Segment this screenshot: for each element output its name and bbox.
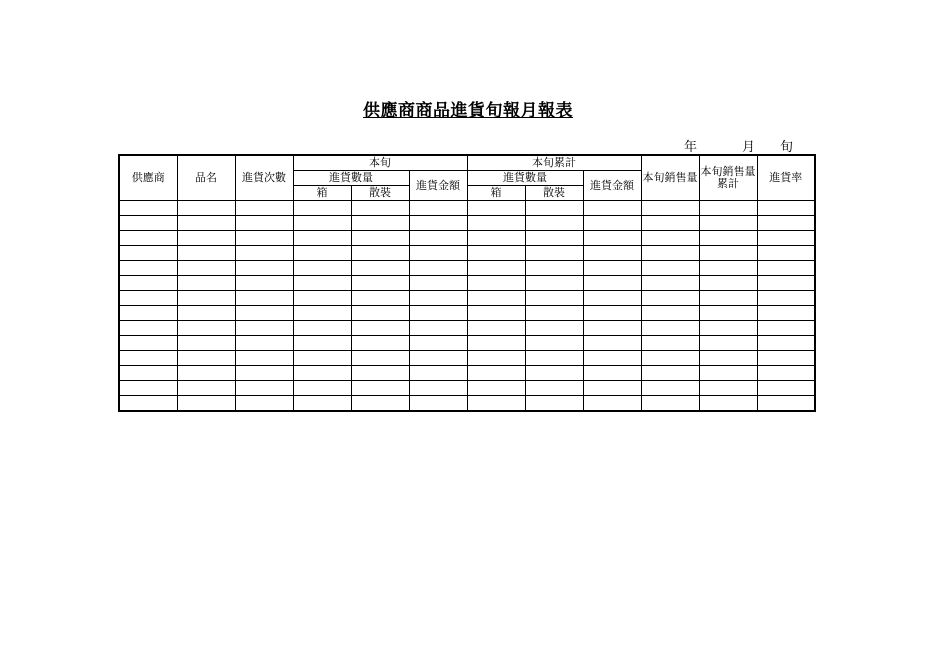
table-cell — [525, 351, 583, 366]
table-cell — [641, 231, 699, 246]
table-cell — [467, 216, 525, 231]
table-cell — [409, 321, 467, 336]
table-cell — [177, 321, 235, 336]
table-cell — [757, 246, 815, 261]
table-cell — [177, 336, 235, 351]
period-xun-label: 旬 — [780, 140, 794, 155]
table-cell — [525, 396, 583, 412]
table-row — [119, 216, 815, 231]
table-cell — [119, 321, 177, 336]
table-cell — [235, 306, 293, 321]
table-cell — [293, 321, 351, 336]
table-cell — [583, 291, 641, 306]
header-cum-purchase-qty: 進貨數量 — [467, 171, 583, 186]
table-cell — [293, 306, 351, 321]
table-row — [119, 231, 815, 246]
table-cell — [525, 321, 583, 336]
table-cell — [699, 231, 757, 246]
table-cell — [177, 201, 235, 216]
table-cell — [467, 261, 525, 276]
table-cell — [757, 276, 815, 291]
table-cell — [641, 216, 699, 231]
table-cell — [177, 261, 235, 276]
table-cell — [699, 336, 757, 351]
table-cell — [699, 246, 757, 261]
table-cell — [467, 321, 525, 336]
table-cell — [583, 336, 641, 351]
table-cell — [351, 231, 409, 246]
table-cell — [583, 396, 641, 412]
table-cell — [293, 336, 351, 351]
table-cell — [119, 261, 177, 276]
table-cell — [293, 366, 351, 381]
table-cell — [177, 351, 235, 366]
table-row — [119, 306, 815, 321]
table-row — [119, 396, 815, 412]
table-cell — [351, 381, 409, 396]
table-cell — [467, 201, 525, 216]
table-cell — [119, 306, 177, 321]
header-cum-box: 箱 — [467, 186, 525, 201]
table-cell — [235, 231, 293, 246]
table-cell — [699, 216, 757, 231]
table-cell — [583, 231, 641, 246]
table-cell — [525, 261, 583, 276]
table-cell — [235, 261, 293, 276]
table-cell — [351, 336, 409, 351]
table-row — [119, 201, 815, 216]
table-cell — [641, 201, 699, 216]
table-cell — [699, 291, 757, 306]
table-cell — [467, 306, 525, 321]
table-cell — [699, 261, 757, 276]
table-cell — [293, 276, 351, 291]
table-cell — [177, 306, 235, 321]
table-cell — [119, 276, 177, 291]
table-cell — [467, 291, 525, 306]
table-cell — [641, 276, 699, 291]
header-product-name: 品名 — [177, 155, 235, 201]
table-row — [119, 366, 815, 381]
table-cell — [641, 351, 699, 366]
table-cell — [235, 246, 293, 261]
table-cell — [467, 276, 525, 291]
table-row — [119, 336, 815, 351]
table-cell — [525, 336, 583, 351]
table-cell — [757, 291, 815, 306]
table-cell — [699, 321, 757, 336]
table-cell — [583, 366, 641, 381]
table-cell — [757, 216, 815, 231]
table-cell — [583, 246, 641, 261]
table-cell — [351, 276, 409, 291]
table-cell — [351, 246, 409, 261]
table-cell — [293, 261, 351, 276]
table-cell — [641, 366, 699, 381]
header-box: 箱 — [293, 186, 351, 201]
table-cell — [177, 231, 235, 246]
header-period-sales-cum: 本旬銷售量累計 — [699, 155, 757, 201]
table-cell — [119, 291, 177, 306]
table-cell — [119, 201, 177, 216]
table-cell — [641, 321, 699, 336]
table-cell — [293, 396, 351, 412]
table-cell — [409, 396, 467, 412]
table-cell — [409, 291, 467, 306]
table-cell — [699, 201, 757, 216]
table-cell — [351, 321, 409, 336]
table-cell — [757, 381, 815, 396]
table-cell — [467, 381, 525, 396]
table-cell — [757, 321, 815, 336]
table-cell — [351, 306, 409, 321]
header-purchase-amount: 進貨金額 — [409, 171, 467, 201]
table-cell — [351, 366, 409, 381]
table-cell — [699, 366, 757, 381]
table-cell — [467, 396, 525, 412]
table-cell — [235, 381, 293, 396]
table-cell — [757, 231, 815, 246]
table-cell — [757, 396, 815, 412]
table-cell — [525, 276, 583, 291]
table-cell — [235, 201, 293, 216]
table-cell — [583, 201, 641, 216]
table-cell — [525, 246, 583, 261]
header-this-period: 本旬 — [293, 155, 467, 171]
table-cell — [699, 306, 757, 321]
table-cell — [467, 351, 525, 366]
table-cell — [293, 201, 351, 216]
table-cell — [409, 276, 467, 291]
table-cell — [351, 261, 409, 276]
table-cell — [235, 366, 293, 381]
table-cell — [351, 351, 409, 366]
report-title: 供應商商品進貨旬報月報表 — [363, 101, 573, 121]
table-cell — [641, 381, 699, 396]
table-cell — [351, 396, 409, 412]
table-cell — [525, 231, 583, 246]
table-cell — [699, 351, 757, 366]
table-cell — [235, 336, 293, 351]
table-cell — [235, 291, 293, 306]
table-cell — [235, 351, 293, 366]
period-year-label: 年 — [684, 140, 698, 155]
period-month-label: 月 — [742, 140, 756, 155]
table-cell — [293, 351, 351, 366]
table-cell — [757, 201, 815, 216]
table-cell — [409, 261, 467, 276]
table-cell — [525, 306, 583, 321]
table-cell — [525, 201, 583, 216]
header-purchase-count: 進貨次數 — [235, 155, 293, 201]
table-row — [119, 291, 815, 306]
table-cell — [467, 366, 525, 381]
table-cell — [409, 306, 467, 321]
table-cell — [467, 231, 525, 246]
report-table — [118, 154, 816, 412]
table-cell — [119, 246, 177, 261]
report-body — [119, 201, 815, 412]
table-cell — [409, 231, 467, 246]
table-cell — [467, 336, 525, 351]
table-cell — [177, 291, 235, 306]
table-cell — [525, 291, 583, 306]
header-loose: 散裝 — [351, 186, 409, 201]
table-cell — [409, 246, 467, 261]
table-cell — [235, 276, 293, 291]
table-cell — [351, 291, 409, 306]
table-cell — [583, 381, 641, 396]
table-cell — [583, 216, 641, 231]
header-cum-loose: 散裝 — [525, 186, 583, 201]
table-cell — [119, 396, 177, 412]
table-row — [119, 321, 815, 336]
table-cell — [525, 366, 583, 381]
table-row — [119, 276, 815, 291]
table-cell — [409, 381, 467, 396]
table-cell — [409, 336, 467, 351]
table-cell — [119, 351, 177, 366]
table-cell — [235, 396, 293, 412]
table-cell — [699, 381, 757, 396]
header-cum-purchase-amount: 進貨金額 — [583, 171, 641, 201]
table-row — [119, 246, 815, 261]
table-cell — [293, 291, 351, 306]
table-cell — [409, 201, 467, 216]
table-cell — [641, 246, 699, 261]
table-cell — [757, 351, 815, 366]
table-row — [119, 351, 815, 366]
header-cumulative: 本旬累計 — [467, 155, 641, 171]
table-cell — [119, 336, 177, 351]
table-cell — [583, 321, 641, 336]
table-cell — [757, 336, 815, 351]
table-row — [119, 261, 815, 276]
header-purchase-qty: 進貨數量 — [293, 171, 409, 186]
table-row — [119, 381, 815, 396]
table-cell — [119, 381, 177, 396]
table-cell — [177, 276, 235, 291]
table-cell — [641, 261, 699, 276]
table-cell — [583, 351, 641, 366]
table-cell — [583, 306, 641, 321]
table-cell — [177, 216, 235, 231]
table-cell — [235, 216, 293, 231]
table-cell — [641, 306, 699, 321]
header-period-sales: 本旬銷售量 — [641, 155, 699, 201]
table-cell — [583, 261, 641, 276]
table-cell — [641, 336, 699, 351]
table-cell — [177, 366, 235, 381]
table-cell — [293, 216, 351, 231]
table-cell — [409, 351, 467, 366]
table-cell — [177, 246, 235, 261]
table-cell — [119, 366, 177, 381]
table-cell — [293, 246, 351, 261]
table-cell — [641, 396, 699, 412]
table-cell — [641, 291, 699, 306]
table-cell — [757, 261, 815, 276]
table-cell — [351, 216, 409, 231]
table-cell — [757, 366, 815, 381]
table-cell — [235, 321, 293, 336]
table-cell — [699, 276, 757, 291]
table-cell — [293, 231, 351, 246]
table-cell — [177, 381, 235, 396]
table-cell — [525, 381, 583, 396]
table-cell — [351, 201, 409, 216]
table-cell — [757, 306, 815, 321]
table-cell — [467, 246, 525, 261]
header-supplier: 供應商 — [119, 155, 177, 201]
table-cell — [119, 216, 177, 231]
table-cell — [119, 231, 177, 246]
table-cell — [525, 216, 583, 231]
table-cell — [583, 276, 641, 291]
table-cell — [409, 366, 467, 381]
table-cell — [699, 396, 757, 412]
header-purchase-rate: 進貨率 — [757, 155, 815, 201]
table-cell — [293, 381, 351, 396]
table-cell — [409, 216, 467, 231]
table-cell — [177, 396, 235, 412]
